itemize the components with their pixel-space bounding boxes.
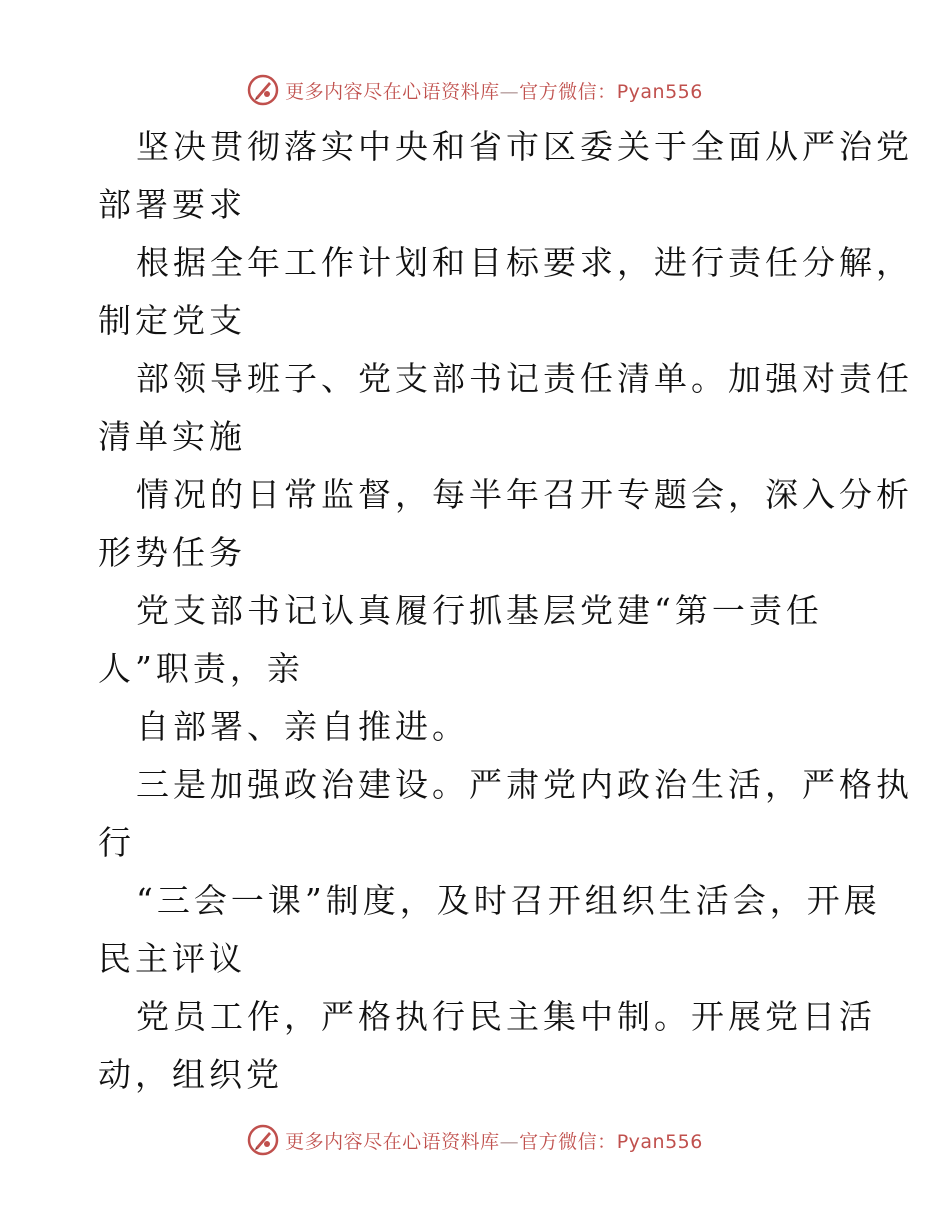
text-line: 根据全年工作计划和目标要求，进行责任分解， — [136, 243, 913, 282]
watermark-text: 更多内容尽在心语资料库—官方微信：Pyan556 — [285, 1130, 703, 1153]
quill-logo-icon — [247, 1124, 279, 1156]
quill-logo-icon — [247, 74, 279, 106]
text-line: 三是加强政治建设。严肃党内政治生活，严格执 — [136, 765, 913, 804]
header-watermark — [0, 70, 950, 110]
watermark-text: 更多内容尽在心语资料库—官方微信：Pyan556 — [285, 80, 703, 103]
document-body — [98, 118, 913, 1104]
text-line: 部署要求 — [98, 185, 246, 224]
text-line: 党员工作，严格执行民主集中制。开展党日活 — [136, 997, 876, 1036]
footer-watermark — [0, 1120, 950, 1160]
text-line: 动，组织党 — [98, 1055, 283, 1094]
text-line: 人”职责，亲 — [98, 649, 304, 688]
text-line: 制定党支 — [98, 301, 246, 340]
text-line: 形势任务 — [98, 533, 246, 572]
text-line: 情况的日常监督，每半年召开专题会，深入分析 — [136, 475, 913, 514]
text-line: “三会一课”制度，及时召开组织生活会，开展 — [136, 881, 881, 920]
text-line: 部领导班子、党支部书记责任清单。加强对责任 — [136, 359, 913, 398]
text-line: 行 — [98, 823, 135, 862]
text-line: 坚决贯彻落实中央和省市区委关于全面从严治党 — [136, 127, 913, 166]
text-line: 民主评议 — [98, 939, 246, 978]
text-line: 清单实施 — [98, 417, 246, 456]
text-line: 自部署、亲自推进。 — [136, 707, 469, 746]
text-line: 党支部书记认真履行抓基层党建“第一责任 — [136, 591, 823, 630]
